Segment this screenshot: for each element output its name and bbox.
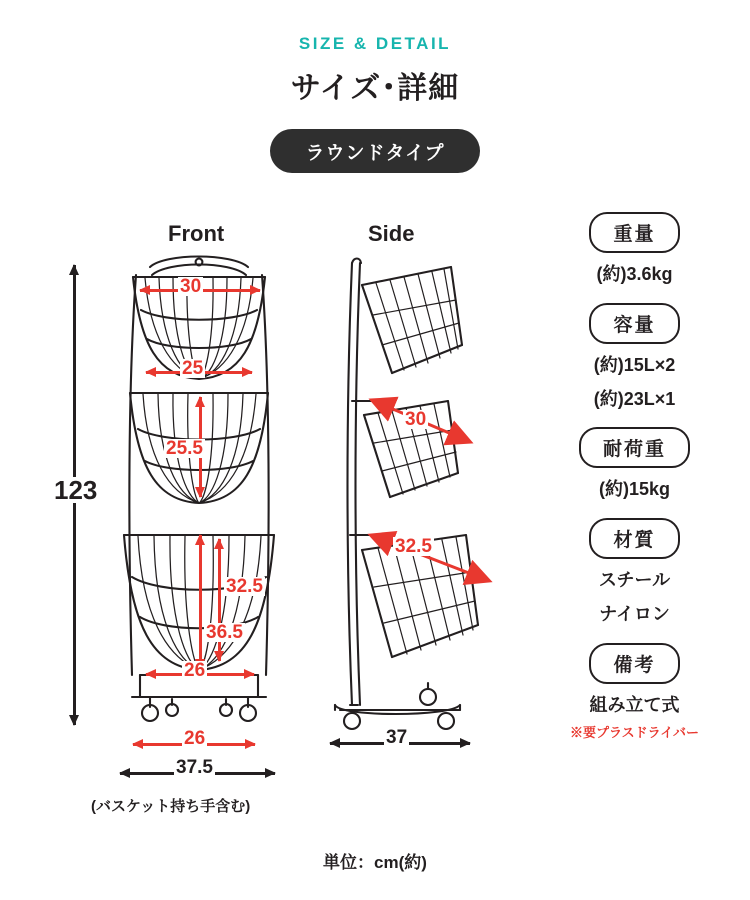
spec-item-weight (537, 212, 732, 287)
dim-side-basket-top: 30 (405, 409, 427, 430)
dim-side-basket-bottom: 32.5 (395, 536, 432, 557)
type-badge: ラウンドタイプ (270, 129, 480, 173)
side-view-label: Side (368, 221, 415, 246)
product-dimension-drawing (0, 205, 545, 865)
dim-front-base-inner: 26 (184, 660, 206, 681)
spec-value-load-capacity: (約)15kg (598, 479, 670, 500)
spec-list (537, 212, 732, 757)
dim-side-depth: 37 (386, 727, 408, 748)
spec-item-remarks (537, 643, 732, 741)
spec-item-capacity (537, 303, 732, 412)
spec-label-remarks: 備考 (589, 643, 679, 684)
front-view-label: Front (168, 221, 225, 246)
page-header (0, 0, 750, 173)
spec-label-load-capacity: 耐荷重 (579, 427, 690, 468)
section-eyebrow: SIZE & DETAIL (298, 34, 452, 53)
spec-value-capacity-1: (約)15L×2 (593, 354, 676, 375)
spec-label-material: 材質 (589, 518, 679, 559)
spec-item-material (537, 518, 732, 627)
spec-label-capacity: 容量 (589, 303, 679, 344)
dim-front-basket1-inner: 25 (182, 358, 204, 379)
spec-value-weight: (約)3.6kg (596, 264, 673, 284)
spec-value-material-1: スチール (598, 570, 671, 591)
dim-front-top-width: 30 (180, 276, 202, 297)
dim-front-basket3-depth: 32.5 (226, 576, 263, 597)
spec-value-material-2: ナイロン (599, 604, 670, 625)
spec-label-weight: 重量 (589, 212, 679, 253)
dim-front-overall-width: 37.5 (176, 757, 213, 778)
dim-arrow-front-basket3-total (199, 535, 202, 669)
spec-value-capacity-2: (約)23L×1 (593, 388, 676, 409)
dim-front-basket3-total: 36.5 (206, 622, 243, 643)
unit-note: 単位：cm(約) (323, 853, 427, 872)
page-title: サイズ･詳細 (290, 72, 460, 105)
spec-item-load-capacity (537, 427, 732, 502)
dim-front-basket2-depth: 25.5 (166, 438, 203, 459)
front-overall-width-note: (バスケット持ち手含む) (91, 798, 251, 815)
spec-value-remarks: 組み立て式 (589, 694, 680, 715)
spec-note-remarks: ※要プラスドライバー (570, 724, 699, 740)
dim-front-total-height: 123 (54, 475, 98, 505)
dim-front-base-outer: 26 (184, 728, 206, 749)
